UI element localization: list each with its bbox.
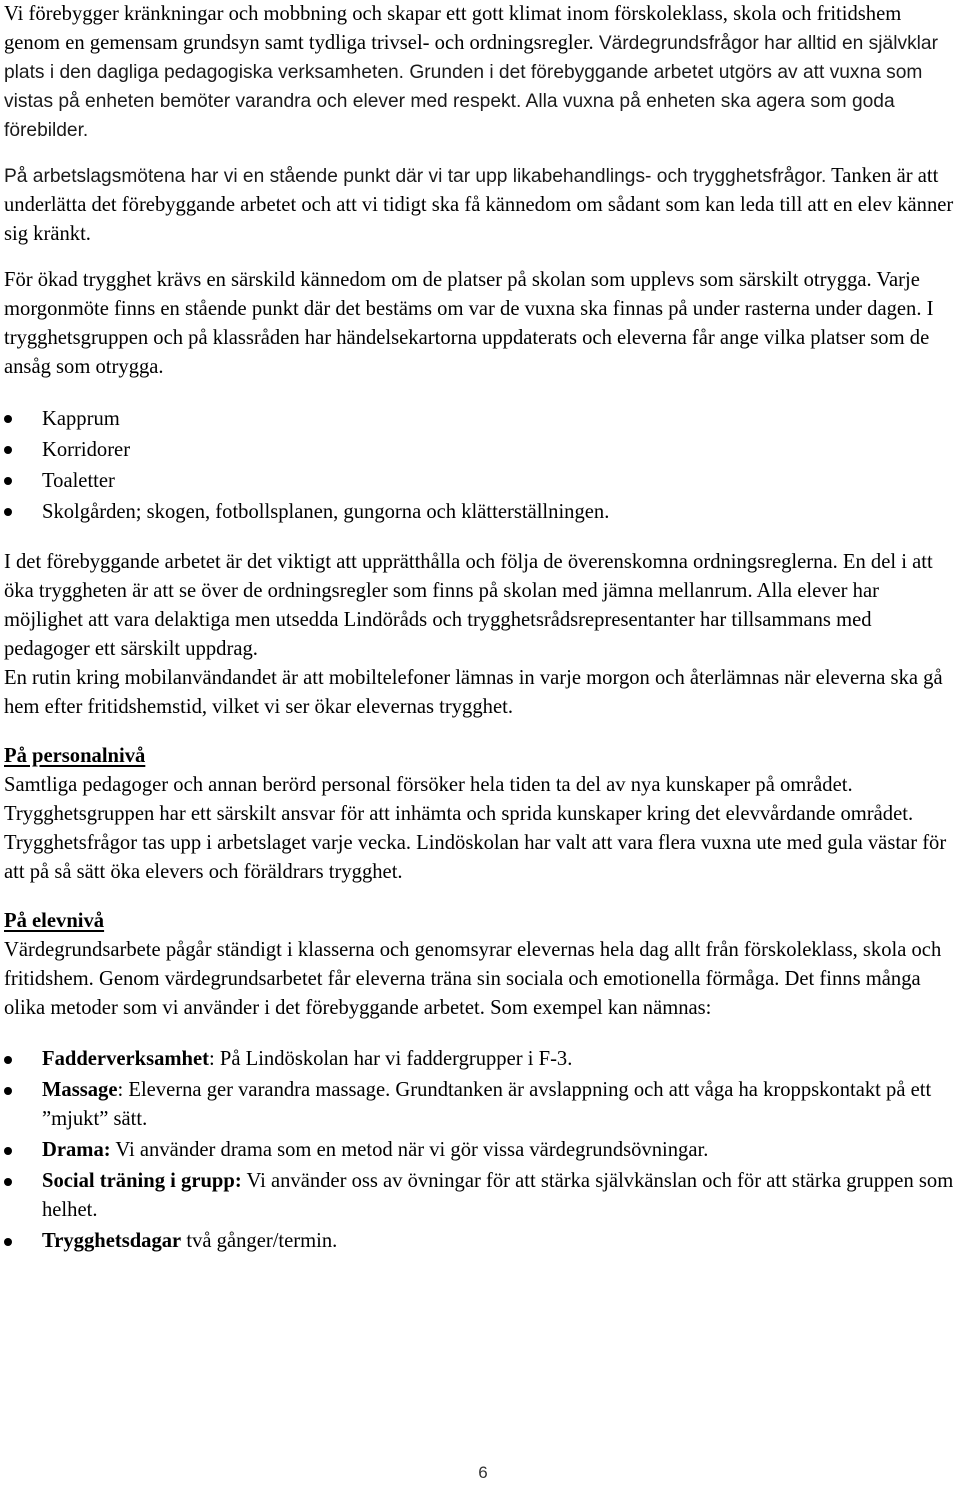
list-item: Drama: Vi använder drama som en metod när vi gör vissa värdegrundsövningar. (4, 1136, 958, 1165)
list-item: Skolgården; skogen, fotbollsplanen, gungorna och klätterställningen. (4, 497, 958, 528)
staff-heading: På personalnivå (4, 745, 146, 767)
intro-paragraph-3: För ökad trygghet krävs en särskild kännedom om de platser på skolan som upplevs som särskilt otrygga. Varje morgonmöte finns en stående punkt där det bestäms om var de vuxna ska finnas på under rasterna under dagen. I trygghetsgruppen och på klassråden har händelsekartorna uppdaterats och eleverna får ange vilka platser som de ansåg som otrygga. (4, 269, 934, 378)
method-term: Massage (42, 1079, 118, 1101)
staff-paragraph: Samtliga pedagoger och annan berörd personal försöker hela tiden ta del av nya kunskaper på området. Trygghetsgruppen har ett särskilt ansvar för att inhämta och sprida kunskaper kring det elevvårdande området. Trygghetsfrågor tas upp i arbetslaget varje vecka. Lindöskolan har valt att vara flera vuxna ute med gula västar för att på så sätt öka elevers och föräldrars trygghet. (4, 774, 947, 883)
bullet-icon (4, 477, 12, 485)
bullet-icon (4, 446, 12, 454)
list-item: Fadderverksamhet: På Lindöskolan har vi faddergrupper i F-3. (4, 1045, 958, 1074)
method-term: Trygghetsdagar (42, 1230, 182, 1252)
unsafe-places-list (4, 404, 958, 528)
bullet-icon (4, 1178, 12, 1186)
method-term: Fadderverksamhet (42, 1048, 210, 1070)
bullet-icon (4, 415, 12, 423)
bullet-icon (4, 1056, 12, 1064)
list-item: Social träning i grupp: Vi använder oss av övningar för att stärka självkänslan och för att stärka gruppen som helhet. (4, 1167, 958, 1225)
list-item: Toaletter (4, 466, 958, 497)
document-page (4, 0, 958, 1258)
intro-paragraph-2: På arbetslagsmötena har vi en stående punkt där vi tar upp likabehandlings- och trygghetsfrågor. Tanken är att underlätta det förebyggande arbetet och att vi tidigt ska få kännedom om sådant som kan leda till att en elev känner sig kränkt. (4, 165, 954, 245)
intro-paragraph-1: Vi förebygger kränkningar och mobbning och skapar ett gott klimat inom förskoleklass, skola och fritidshem genom en gemensam grundsyn samt tydliga trivsel- och ordningsregler. Värdegrundsfrågor har alltid en självklar plats i den dagliga pedagogiska verksamheten. Grunden i det förebyggande arbetet utgörs av att vuxna som vistas på enheten bemöter varandra och elever med respekt. Alla vuxna på enheten ska agera som goda förebilder. (4, 3, 938, 141)
method-term: Social träning i grupp: (42, 1170, 242, 1192)
list-item: Kapprum (4, 404, 958, 435)
rules-paragraph-2: En rutin kring mobilanvändandet är att mobiltelefoner lämnas in varje morgon och återlämnas när eleverna ska gå hem efter fritidshemstid, vilket vi ser ökar elevernas trygghet. (4, 667, 943, 718)
list-item: Trygghetsdagar två gånger/termin. (4, 1227, 958, 1256)
method-term: Drama: (42, 1139, 111, 1161)
rules-paragraph-1: I det förebyggande arbetet är det viktigt att upprätthålla och följa de överenskomna ordningsreglerna. En del i att öka tryggheten är att se över de ordningsregler som finns på skolan med jämna mellanrum. Alla elever har möjlighet att vara delaktiga men utsedda Lindöråds och trygghetsrådsrepresentanter har tillsammans med pedagoger ett särskilt uppdrag. (4, 551, 933, 660)
list-item: Korridorer (4, 435, 958, 466)
page-number: 6 (478, 1463, 488, 1482)
bullet-icon (4, 508, 12, 516)
student-paragraph: Värdegrundsarbete pågår ständigt i klasserna och genomsyrar elevernas hela dag allt från förskoleklass, skola och fritidshem. Genom värdegrundsarbetet får eleverna träna sin sociala och emotionella förmåga. Det finns många olika metoder som vi använder i det förebyggande arbetet. Som exempel kan nämnas: (4, 939, 942, 1019)
list-item: Massage: Eleverna ger varandra massage. Grundtanken är avslappning och att våga ha kroppskontakt på ett ”mjukt” sätt. (4, 1076, 958, 1134)
bullet-icon (4, 1087, 12, 1095)
bullet-icon (4, 1238, 12, 1246)
student-heading: På elevnivå (4, 910, 105, 932)
intro-paragraph-1-highlight: Värdegrundsfrågor har alltid en självklar plats i den dagliga pedagogiska verksamheten. Grunden i det förebyggande arbetet utgörs av att vuxna som vistas på enheten bemöter varandra och elever med respekt. Alla vuxna på enheten ska agera som goda förebilder. (4, 33, 938, 141)
bullet-icon (4, 1147, 12, 1155)
methods-list (4, 1045, 958, 1256)
